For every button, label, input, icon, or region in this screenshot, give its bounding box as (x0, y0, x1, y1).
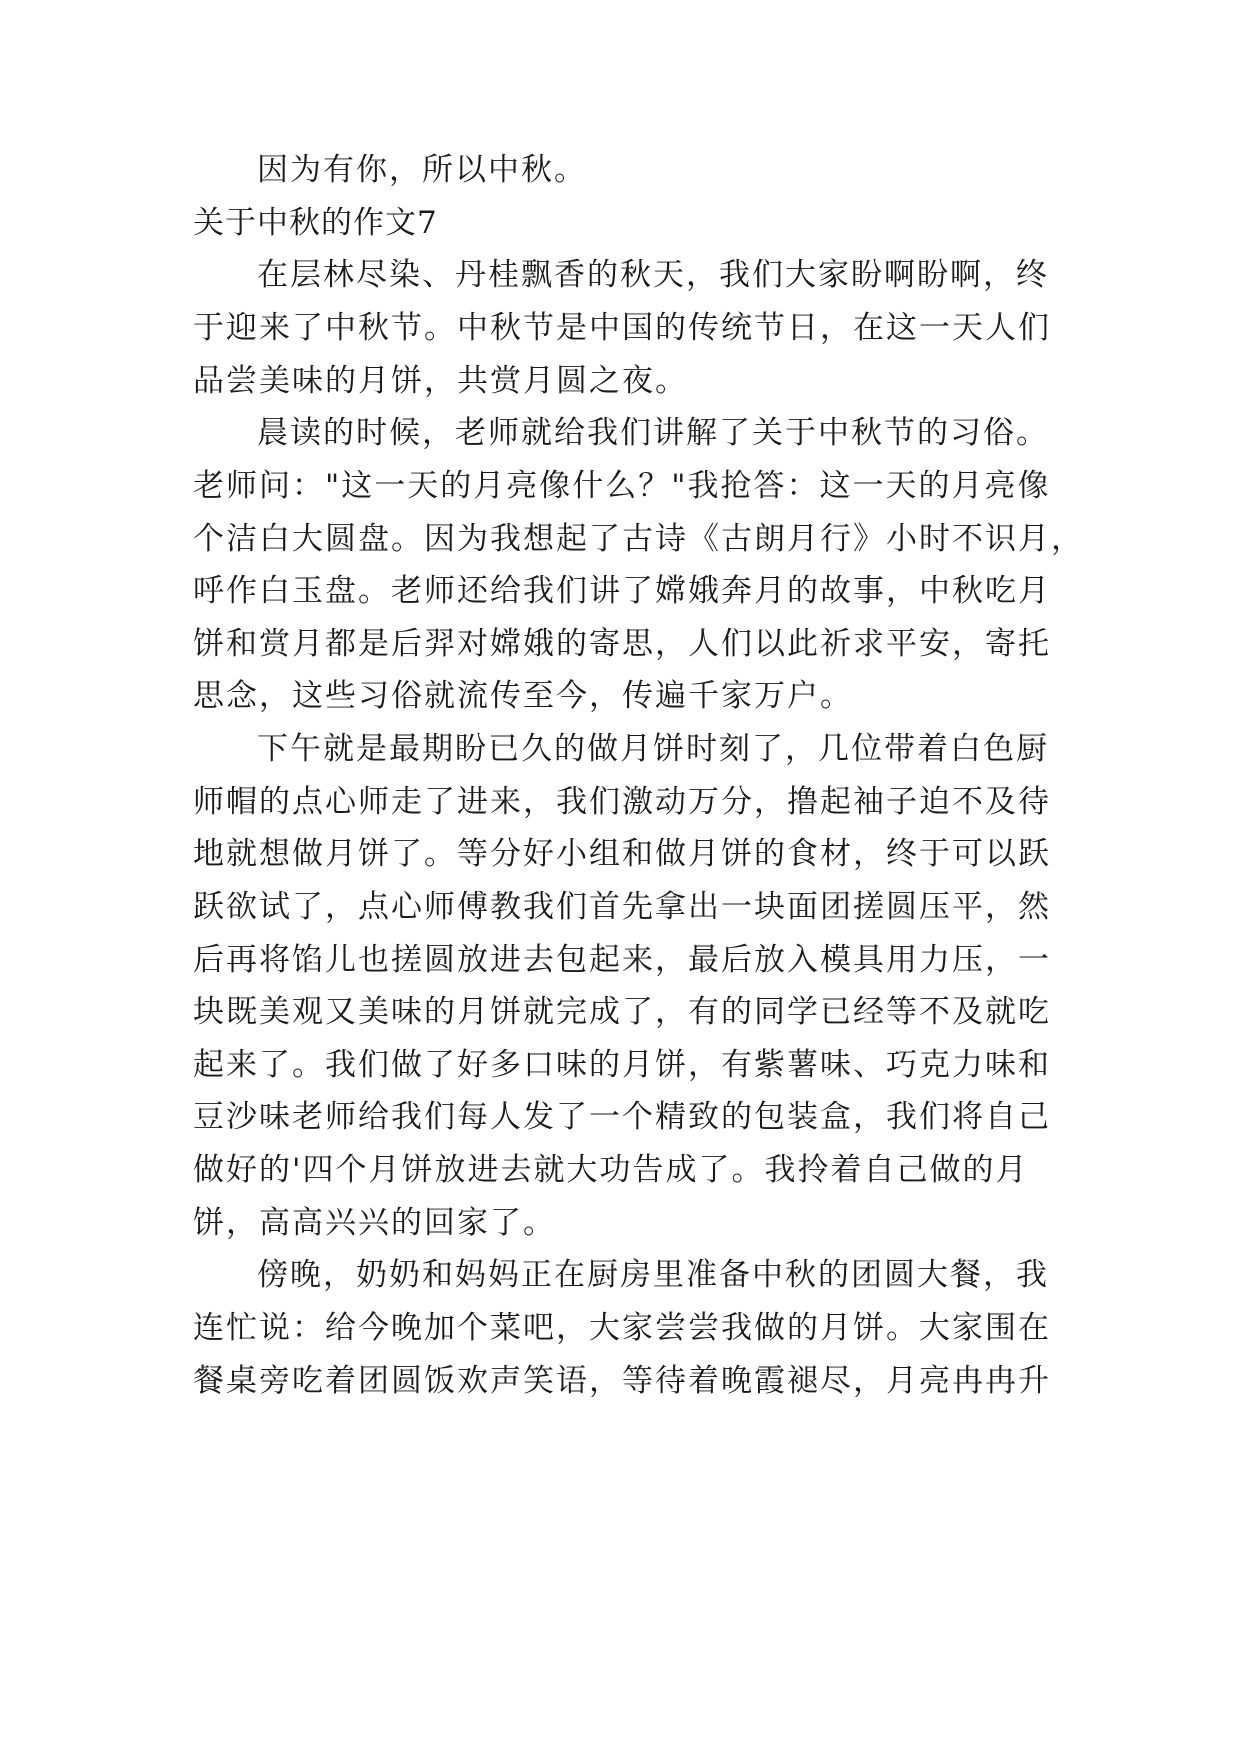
paragraph-line: 品尝美味的月饼，共赏月圆之夜。 (193, 363, 688, 399)
paragraph-line: 做好的'四个月饼放进去就大功告成了。我拎着自己做的月 (193, 1152, 1029, 1188)
paragraph-line: 后再将馅儿也搓圆放进去包起来，最后放入模具用力压，一 (193, 942, 1051, 978)
paragraph-line: 餐桌旁吃着团圆饭欢声笑语，等待着晚霞褪尽，月亮冉冉升 (193, 1363, 1051, 1399)
paragraph-line: 老师问："这一天的月亮像什么？"我抢答：这一天的月亮像 (193, 468, 1051, 504)
paragraph-line: 晨读的时候，老师就给我们讲解了关于中秋节的习俗。 (257, 415, 1049, 451)
paragraph-line: 连忙说：给今晚加个菜吧，大家尝尝我做的月饼。大家围在 (193, 1310, 1051, 1346)
paragraph-line: 起来了。我们做了好多口味的月饼，有紫薯味、巧克力味和 (193, 1047, 1051, 1083)
paragraph-line: 饼和赏月都是后羿对嫦娥的寄思，人们以此祈求平安，寄托 (193, 626, 1051, 662)
paragraph-line: 跃欲试了，点心师傅教我们首先拿出一块面团搓圆压平，然 (193, 889, 1051, 925)
paragraph-line: 师帽的点心师走了进来，我们激动万分，撸起袖子迫不及待 (193, 784, 1051, 820)
paragraph-line: 地就想做月饼了。等分好小组和做月饼的食材，终于可以跃 (193, 836, 1051, 872)
paragraph-line: 于迎来了中秋节。中秋节是中国的传统节日，在这一天人们 (193, 310, 1051, 346)
paragraph-line: 傍晚，奶奶和妈妈正在厨房里准备中秋的团圆大餐，我 (257, 1257, 1049, 1293)
paragraph-line: 个洁白大圆盘。因为我想起了古诗《古朗月行》小时不识月， (193, 521, 1084, 557)
paragraph-line: 下午就是最期盼已久的做月饼时刻了，几位带着白色厨 (257, 731, 1049, 767)
paragraph-line: 因为有你，所以中秋。 (257, 152, 587, 188)
paragraph-line: 呼作白玉盘。老师还给我们讲了嫦娥奔月的故事，中秋吃月 (193, 573, 1051, 609)
paragraph-line: 饼，高高兴兴的回家了。 (193, 1205, 556, 1241)
paragraph-line: 豆沙味老师给我们每人发了一个精致的包装盒，我们将自己 (193, 1099, 1051, 1135)
paragraph-line: 思念，这些习俗就流传至今，传遍千家万户。 (193, 678, 853, 714)
essay-title: 关于中秋的作文7 (193, 205, 438, 241)
paragraph-line: 在层林尽染、丹桂飘香的秋天，我们大家盼啊盼啊，终 (257, 257, 1049, 293)
paragraph-line: 块既美观又美味的月饼就完成了，有的同学已经等不及就吃 (193, 994, 1051, 1030)
